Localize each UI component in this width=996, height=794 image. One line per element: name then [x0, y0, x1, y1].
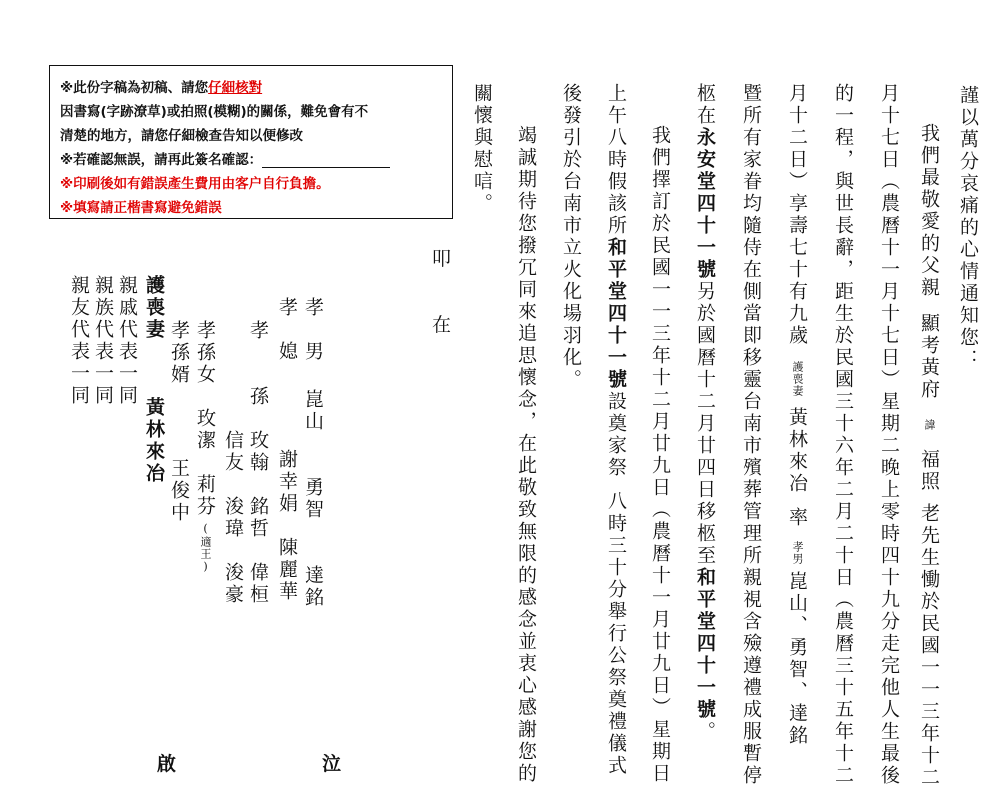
- footer-qi-weep: 泣: [322, 753, 342, 775]
- family-col-grandson-2: 信友 浚瑋 浚豪: [222, 430, 244, 606]
- obituary-col-02: 我們最敬愛的父親顯考黃府諱福照老先生慟於民國一一三年十二: [918, 123, 940, 789]
- family-col-wife: 護喪妻黃林來冶: [143, 275, 165, 485]
- family-col-grandson: 孝 孫玫翰 銘哲 偉桓: [247, 320, 269, 606]
- zai-char: 在: [432, 314, 452, 336]
- granddaughter-note: (適王): [199, 522, 212, 574]
- sons-role-label: 孝男: [791, 541, 804, 565]
- obituary-col-01: 謹以萬分哀痛的心情通知您：: [957, 85, 979, 371]
- obituary-col-11: 竭誠期待您撥冗同來追思懷念，在此敬致無限的感念並衷心感謝您的: [515, 125, 537, 785]
- notice-line-5: ※印刷後如有錯誤產生費用由客户自行負擔。: [60, 176, 330, 192]
- obituary-col-10: 後發引於台南市立火化場羽化。: [560, 83, 582, 391]
- obituary-col-06: 暨所有家眷均隨侍在側當即移靈台南市殯葬管理所親視含殮遵禮成服暫停: [740, 83, 762, 787]
- notice-line-4: ※若確認無誤，請再此簽名確認：: [60, 148, 390, 168]
- notice-line-3: 清楚的地方，請您仔細檢查告知以便修改: [60, 128, 303, 144]
- signature-line[interactable]: [262, 155, 390, 168]
- family-col-rep2: 親族代表一同: [92, 275, 114, 407]
- footer-qi: 啟: [157, 753, 177, 775]
- obituary-col-08: 我們擇訂於民國一一三年十二月廿九日（農曆十一月廿九日）星期日: [649, 125, 671, 785]
- check-carefully-link: 仔細核對: [208, 80, 263, 96]
- notice-box: [49, 65, 453, 219]
- obituary-col-03: 月十七日（農曆十一月十七日）星期二晚上零時四十九分走完他人生最後: [878, 83, 900, 787]
- obituary-col-07: 柩在永安堂四十一號另於國曆十二月廿四日移柩至和平堂四十一號。: [694, 83, 716, 743]
- family-col-rep3: 親友代表一同: [68, 275, 90, 407]
- obituary-col-05: 月十二日）享壽七十有九歲護喪妻黃林來冶率孝男崑山、勇智、達銘: [786, 83, 808, 747]
- family-col-daughter-in-law: 孝 媳謝幸娟 陳麗華: [276, 297, 298, 603]
- family-col-male: 孝 男崑山 勇智 達銘: [302, 297, 324, 609]
- family-col-granddaughter: 孝孫女玫潔 莉芬(適王): [194, 320, 216, 574]
- taboo-mark: 諱: [923, 419, 936, 431]
- obituary-col-04: 的一程，與世長辭，距生於民國三十六年二月二十日（農曆三十五年十二: [832, 83, 854, 787]
- obituary-col-09: 上午八時假該所和平堂四十一號設奠家祭八時三十分舉行公祭奠禮儀式: [605, 83, 627, 777]
- notice-line-2: 因書寫(字跡潦草)或拍照(模糊)的關係，難免會有不: [60, 104, 369, 120]
- notice-line-6: ※填寫請正楷書寫避免錯誤: [60, 200, 222, 216]
- wife-role-label: 護喪妻: [791, 361, 804, 397]
- family-col-grandson-in-law: 孝孫婿王俊中: [168, 320, 190, 524]
- obituary-col-12: 關懷與慰唁。: [471, 83, 493, 215]
- notice-line-1: ※此份字稿為初稿、請您仔細核對: [60, 80, 263, 96]
- family-col-rep1: 親戚代表一同: [116, 275, 138, 407]
- kou-char: 叩: [432, 248, 452, 270]
